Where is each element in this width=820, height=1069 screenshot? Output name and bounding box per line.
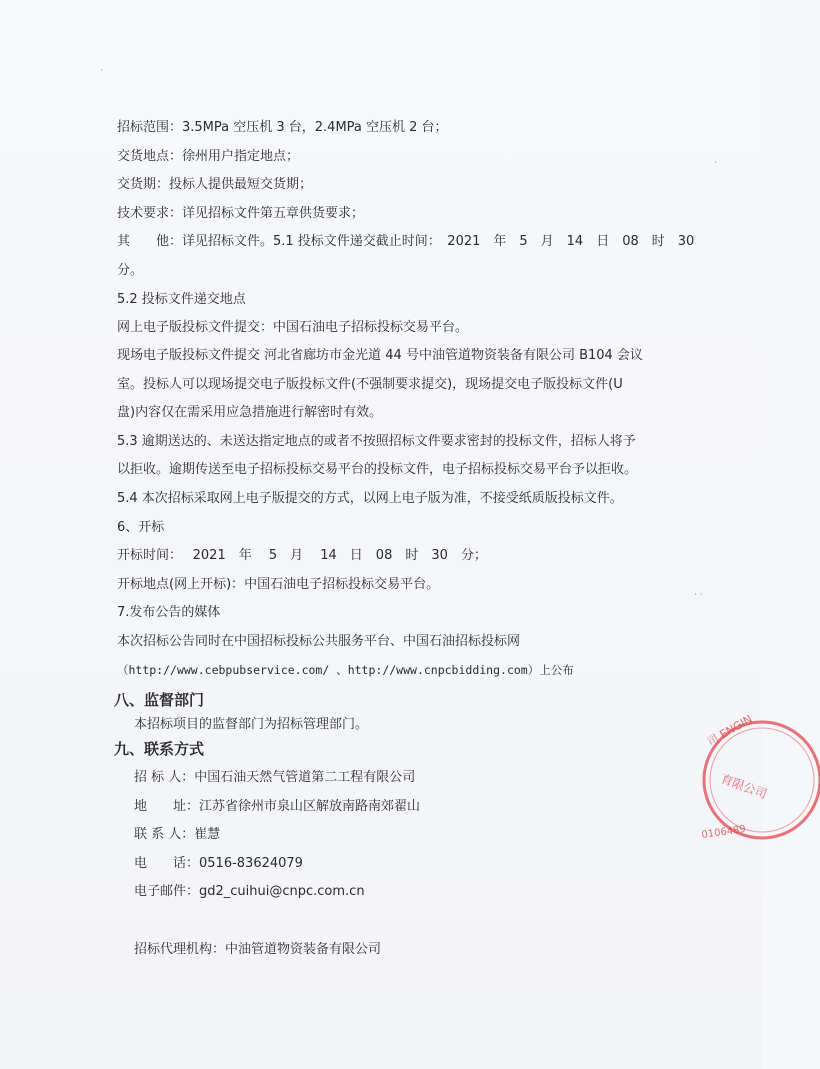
- email-line: 电子邮件：gd2_cuihui@cnpc.com.cn: [134, 884, 365, 899]
- seal-number: 0106489: [700, 823, 747, 841]
- scope-line: 招标范围：3.5MPa 空压机 3 台，2.4MPa 空压机 2 台；: [117, 120, 448, 135]
- section-5-4-line: 5.4 本次招标采取网上电子版提交的方式，以网上电子版为准，不接受纸质版投标文件。: [117, 491, 623, 506]
- section-5-2-title: 5.2 投标文件递交地点: [117, 292, 246, 307]
- opening-time-line: 开标时间： 2021 年 5 月 14 日 08 时 30 分；: [117, 548, 487, 563]
- company-seal: [700, 712, 820, 852]
- scan-speck: ·: [100, 66, 103, 76]
- section-8-heading: 八、监督部门: [114, 691, 205, 709]
- section-7-title: 7.发布公告的媒体: [117, 605, 221, 620]
- onsite-submission-line-2: 室。投标人可以现场提交电子版投标文件(不强制要求提交)，现场提交电子版投标文件(U: [117, 377, 623, 392]
- section-9-heading: 九、联系方式: [114, 740, 205, 758]
- seal-text-top: 司 ENGIN: [705, 712, 755, 749]
- section-5-3-line-2: 以拒收。逾期传送至电子招标投标交易平台的投标文件，电子招标投标交易平台予以拒收。: [117, 462, 638, 477]
- contact-line: 联 系 人：崔慧: [134, 827, 221, 842]
- address-line: 地 址：江苏省徐州市泉山区解放南路南郊翟山: [134, 799, 421, 814]
- other-line: 其 他：详见招标文件。5.1 投标文件递交截止时间： 2021 年 5 月 14 日 08 时 30: [117, 234, 695, 249]
- supervision-line: 本招标项目的监督部门为招标管理部门。: [134, 717, 369, 732]
- scan-speck: ·: [714, 158, 717, 168]
- online-submission-line: 网上电子版投标文件提交：中国石油电子招标投标交易平台。: [117, 320, 469, 335]
- tech-requirement-line: 技术要求：详见招标文件第五章供货要求；: [117, 206, 365, 221]
- seal-text-mid: 育限公司: [718, 771, 769, 802]
- media-line-1: 本次招标公告同时在中国招标投标公共服务平台、中国石油招标投标网: [117, 634, 521, 649]
- media-line-2: （http://www.cebpubservice.com/ 、http://www.cnpcbidding.com）上公布: [117, 663, 574, 677]
- opening-place-line: 开标地点(网上开标)：中国石油电子招标投标交易平台。: [117, 577, 440, 592]
- phone-line: 电 话：0516-83624079: [134, 856, 303, 871]
- other-continuation: 分。: [117, 263, 144, 278]
- tenderer-line: 招 标 人：中国石油天然气管道第二工程有限公司: [134, 770, 416, 785]
- delivery-period-line: 交货期：投标人提供最短交货期；: [117, 177, 313, 192]
- scan-speck: · ·: [694, 590, 703, 600]
- onsite-submission-line-1: 现场电子版投标文件提交 河北省廊坊市金光道 44 号中油管道物资装备有限公司 B104 会议: [117, 348, 643, 363]
- onsite-submission-line-3: 盘)内容仅在需采用应急措施进行解密时有效。: [117, 405, 383, 420]
- agency-line: 招标代理机构：中油管道物资装备有限公司: [134, 942, 382, 957]
- section-6-title: 6、开标: [117, 520, 165, 535]
- section-5-3-line-1: 5.3 逾期送达的、未送达指定地点的或者不按照招标文件要求密封的投标文件，招标人将予: [117, 434, 636, 449]
- delivery-place-line: 交货地点：徐州用户指定地点；: [117, 149, 300, 164]
